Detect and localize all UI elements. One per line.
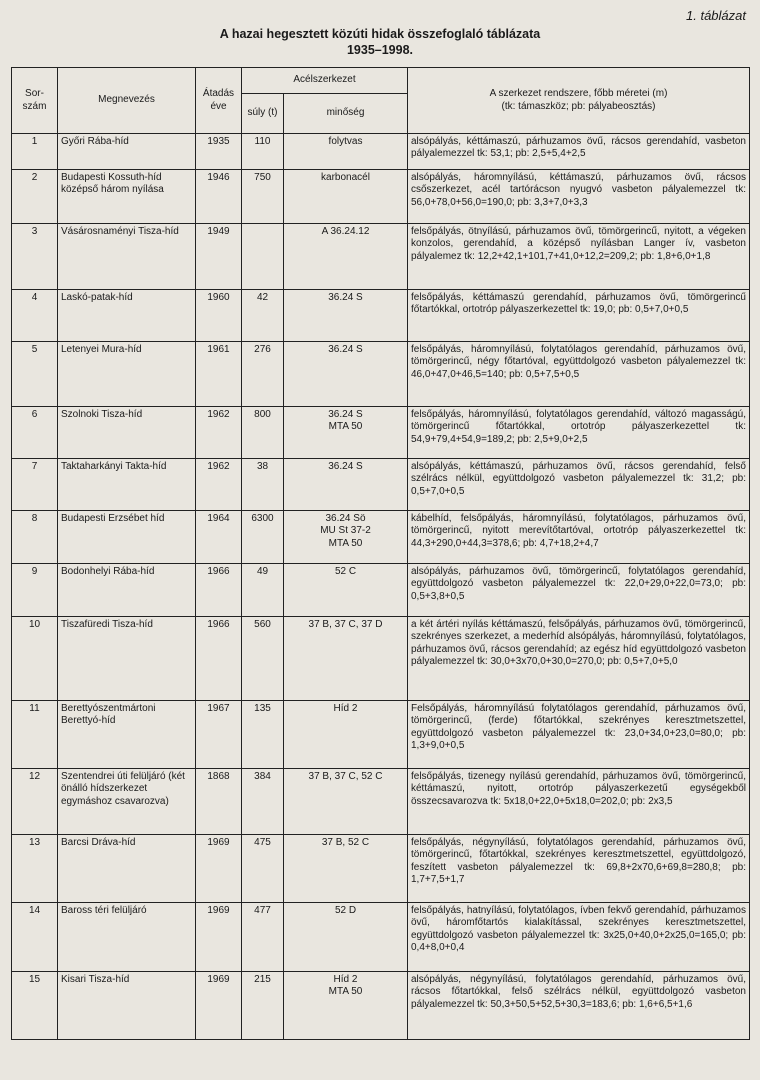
row-year: 1962 bbox=[196, 459, 242, 511]
row-year: 1967 bbox=[196, 701, 242, 769]
row-year: 1946 bbox=[196, 170, 242, 224]
row-name: Letenyei Mura-híd bbox=[58, 342, 196, 407]
row-year: 1960 bbox=[196, 290, 242, 342]
header-steel-structure: Acélszerkezet bbox=[242, 68, 408, 94]
row-year: 1868 bbox=[196, 769, 242, 835]
table-row bbox=[12, 511, 750, 564]
table-body bbox=[12, 134, 750, 1040]
row-weight: 384 bbox=[242, 769, 284, 835]
header-description-line-1: A szerkezet rendszere, főbb méretei (m) bbox=[489, 88, 668, 100]
row-description: felsőpályás, hatnyílású, folytatólagos, ívben fekvő gerendahíd, párhuzamos övű, háromfőtartós kialakítással, szekrényes keresztmetszettel, együttdolgozó vasbeton pályalemezzel tk: 3x25,0+40,0+2x25,0=165,0; pb: 0,4+8,0+0,4 bbox=[408, 903, 750, 972]
table-row bbox=[12, 342, 750, 407]
row-year: 1961 bbox=[196, 342, 242, 407]
row-serial: 12 bbox=[12, 769, 58, 835]
table-row bbox=[12, 407, 750, 459]
table-row bbox=[12, 769, 750, 835]
row-serial: 3 bbox=[12, 224, 58, 290]
row-serial: 7 bbox=[12, 459, 58, 511]
row-description: Felsőpályás, háromnyílású folytatólagos gerendahíd, párhuzamos övű, tömörgerincű, (ferde) főtartókkal, szekrényes keresztmetszettel, együttdolgozó vasbeton pályalemezzel tk: 23,0+34,0+23,0=80,0; pb: 1,3+9,0+0,5 bbox=[408, 701, 750, 769]
row-year: 1949 bbox=[196, 224, 242, 290]
header-weight: súly (t) bbox=[242, 94, 284, 134]
row-name: Vásárosnaményi Tisza-híd bbox=[58, 224, 196, 290]
row-serial: 11 bbox=[12, 701, 58, 769]
table-row bbox=[12, 134, 750, 170]
row-weight: 475 bbox=[242, 835, 284, 903]
table-row bbox=[12, 564, 750, 617]
row-serial: 6 bbox=[12, 407, 58, 459]
row-grade-line: MTA 50 bbox=[328, 537, 363, 549]
row-name: Győri Rába-híd bbox=[58, 134, 196, 170]
row-grade-line: 36.24 S bbox=[328, 409, 363, 420]
row-grade bbox=[284, 972, 408, 1040]
row-description: felsőpályás, négynyílású, folytatólagos gerendahíd, párhuzamos övű, tömörgerincű, főtartókkal, szekrényes keresztmetszettel, együttdolgozó, feszített vasbeton pályalemezzel tk: 69,8+2x70,6+69,8=280,8; pb: 1,7+7,5+1,7 bbox=[408, 835, 750, 903]
row-name: Budapesti Kossuth-híd középső három nyílása bbox=[58, 170, 196, 224]
row-grade-line: 37 B, 37 C, 52 C bbox=[308, 771, 383, 782]
row-grade-line: 36.24 S bbox=[328, 461, 363, 472]
row-description: kábelhíd, felsőpályás, háromnyílású, folytatólagos, párhuzamos övű, tömörgerincű, nyitott merevítőtartóval, ortotróp pályaszerkezettel tk: 44,3+290,0+44,3=378,6; pb: 4,7+18,2+4,7 bbox=[408, 511, 750, 564]
row-description: alsópályás, kéttámaszú, párhuzamos övű, rácsos gerendahíd, felső szélrács nélkül, együttdolgozó vasbeton pályalemezzel tk: 31,2; pb: 0,5+7,0+0,5 bbox=[408, 459, 750, 511]
row-description: felsőpályás, ötnyílású, párhuzamos övű, tömörgerincű, nyitott, a végeken konzolos, gerendahíd, a középső nyílásban Langer ív, vasbeton pályalemez tk: 12,2+42,1+101,7+41,0+12,2=209,2; pb: 1,8+6,0+1,8 bbox=[408, 224, 750, 290]
row-grade-line: 36.24 S bbox=[328, 292, 363, 303]
row-serial: 15 bbox=[12, 972, 58, 1040]
row-grade bbox=[284, 701, 408, 769]
row-description: felsőpályás, kéttámaszú gerendahíd, párhuzamos övű, tömörgerincű főtartókkal, ortotróp pályaszerkezettel tk: 19,0; pb: 0,5+7,0+0,5 bbox=[408, 290, 750, 342]
row-name: Bodonhelyi Rába-híd bbox=[58, 564, 196, 617]
row-weight: 477 bbox=[242, 903, 284, 972]
row-grade bbox=[284, 835, 408, 903]
row-year: 1966 bbox=[196, 617, 242, 701]
row-name: Taktaharkányi Takta-híd bbox=[58, 459, 196, 511]
row-weight: 800 bbox=[242, 407, 284, 459]
table-row bbox=[12, 459, 750, 511]
row-name: Kisari Tisza-híd bbox=[58, 972, 196, 1040]
header-description-line-2: (tk: támaszköz; pb: pályabeosztás) bbox=[501, 100, 656, 112]
row-grade bbox=[284, 224, 408, 290]
row-name: Barcsi Dráva-híd bbox=[58, 835, 196, 903]
row-weight: 38 bbox=[242, 459, 284, 511]
row-grade-line: 37 B, 52 C bbox=[321, 837, 370, 848]
row-grade-line: MU St 37-2 bbox=[320, 525, 371, 537]
row-weight bbox=[242, 224, 284, 290]
row-name: Laskó-patak-híd bbox=[58, 290, 196, 342]
row-serial: 1 bbox=[12, 134, 58, 170]
row-grade bbox=[284, 407, 408, 459]
row-weight: 6300 bbox=[242, 511, 284, 564]
row-weight: 750 bbox=[242, 170, 284, 224]
row-grade-line: MTA 50 bbox=[328, 986, 363, 998]
row-grade bbox=[284, 459, 408, 511]
row-serial: 5 bbox=[12, 342, 58, 407]
row-grade-line: Híd 2 bbox=[333, 703, 358, 714]
row-grade bbox=[284, 617, 408, 701]
row-grade bbox=[284, 903, 408, 972]
row-grade-line: 52 C bbox=[334, 566, 357, 577]
document-title bbox=[0, 26, 760, 58]
row-name: Budapesti Erzsébet híd bbox=[58, 511, 196, 564]
row-year: 1966 bbox=[196, 564, 242, 617]
row-name: Baross téri felüljáró bbox=[58, 903, 196, 972]
row-grade bbox=[284, 564, 408, 617]
row-year: 1969 bbox=[196, 972, 242, 1040]
header-name: Megnevezés bbox=[58, 68, 196, 134]
row-serial: 13 bbox=[12, 835, 58, 903]
title-line-1: A hazai hegesztett közúti hidak összefoglaló táblázata bbox=[219, 27, 541, 41]
table-row bbox=[12, 972, 750, 1040]
row-grade-line: 36.24 S bbox=[328, 344, 363, 355]
row-grade bbox=[284, 511, 408, 564]
row-grade bbox=[284, 134, 408, 170]
row-serial: 2 bbox=[12, 170, 58, 224]
row-grade-line: folytvas bbox=[328, 136, 363, 147]
row-grade-line: 37 B, 37 C, 37 D bbox=[308, 619, 383, 630]
table-row bbox=[12, 224, 750, 290]
table-row bbox=[12, 903, 750, 972]
row-grade-line: MTA 50 bbox=[328, 421, 363, 433]
header-description bbox=[408, 68, 750, 134]
row-grade bbox=[284, 769, 408, 835]
header-grade: minőség bbox=[284, 94, 408, 134]
row-grade-line: 52 D bbox=[334, 905, 357, 916]
row-name: Szentendrei úti felüljáró (két önálló hídszerkezet egymáshoz csavarozva) bbox=[58, 769, 196, 835]
header-year: Átadás éve bbox=[196, 68, 242, 134]
row-description: alsópályás, párhuzamos övű, tömörgerincű, folytatólagos gerendahíd, együttdolgozó vasbeton pályalemezzel tk: 22,0+29,0+22,0=73,0; pb: 0,5+3,8+0,5 bbox=[408, 564, 750, 617]
table-row bbox=[12, 701, 750, 769]
row-serial: 8 bbox=[12, 511, 58, 564]
row-name: Berettyószentmártoni Berettyó-híd bbox=[58, 701, 196, 769]
row-grade-line: 36.24 Sö bbox=[325, 513, 366, 524]
row-description: alsópályás, háromnyílású, kéttámaszú, párhuzamos övű, rácsos csőszerkezet, acél tartórácson nyugvó vasbeton pályalemezzel tk: 56,0+78,0+56,0=190,0; pb: 3,3+7,0+3,3 bbox=[408, 170, 750, 224]
row-description: alsópályás, kéttámaszú, párhuzamos övű, rácsos gerendahíd, vasbeton pályalemezzel tk: 53,1; pb: 2,5+5,4+2,5 bbox=[408, 134, 750, 170]
table-number-label: 1. táblázat bbox=[686, 8, 746, 23]
row-grade bbox=[284, 170, 408, 224]
table-row bbox=[12, 617, 750, 701]
row-year: 1964 bbox=[196, 511, 242, 564]
row-grade bbox=[284, 342, 408, 407]
row-description: a két ártéri nyílás kéttámaszú, felsőpályás, párhuzamos övű, tömörgerincű, szekrényes szerkezet, a mederhíd alsópályás, háromnyílású, folytatólagos, párhuzamos övű, rácsos gerendahíd; az egész híd együttdolgozó vasbeton pályalemezzel tk: 30,0+3x70,0+30,0=270,0; pb: 0,5+7,0+5,0 bbox=[408, 617, 750, 701]
row-weight: 135 bbox=[242, 701, 284, 769]
row-weight: 49 bbox=[242, 564, 284, 617]
table-row bbox=[12, 835, 750, 903]
row-name: Szolnoki Tisza-híd bbox=[58, 407, 196, 459]
row-grade-line: Híd 2 bbox=[333, 974, 358, 985]
header-serial: Sor-szám bbox=[12, 68, 58, 134]
row-serial: 9 bbox=[12, 564, 58, 617]
row-description: felsőpályás, háromnyílású, folytatólagos gerendahíd, párhuzamos övű, tömörgerincű, négy főtartóval, együttdolgozó vasbeton pályalemezzel tk: 46,0+47,0+46,5=140; pb: 0,5+7,5+0,5 bbox=[408, 342, 750, 407]
row-weight: 42 bbox=[242, 290, 284, 342]
row-weight: 215 bbox=[242, 972, 284, 1040]
row-serial: 10 bbox=[12, 617, 58, 701]
row-weight: 110 bbox=[242, 134, 284, 170]
row-serial: 4 bbox=[12, 290, 58, 342]
row-year: 1969 bbox=[196, 903, 242, 972]
row-description: felsőpályás, háromnyílású, folytatólagos gerendahíd, változó magasságú, tömörgerincű főtartókkal, ortotróp pályaszerkezettel tk: 54,9+79,4+54,9=189,2; pb: 2,5+9,0+2,5 bbox=[408, 407, 750, 459]
row-serial: 14 bbox=[12, 903, 58, 972]
row-year: 1962 bbox=[196, 407, 242, 459]
bridges-table bbox=[11, 67, 750, 1040]
row-weight: 560 bbox=[242, 617, 284, 701]
row-description: alsópályás, négynyílású, folytatólagos gerendahíd, párhuzamos övű, rácsos főtartókkal, felső szélrács nélkül, együttdolgozó vasbeton pályalemezzel tk: 50,3+50,5+52,5+30,3=183,6; pb: 1,6+6,5+1,6 bbox=[408, 972, 750, 1040]
row-year: 1935 bbox=[196, 134, 242, 170]
row-year: 1969 bbox=[196, 835, 242, 903]
row-grade-line: karbonacél bbox=[321, 172, 370, 183]
row-weight: 276 bbox=[242, 342, 284, 407]
title-line-2: 1935–1998. bbox=[346, 43, 414, 57]
row-name: Tiszafüredi Tisza-híd bbox=[58, 617, 196, 701]
row-grade bbox=[284, 290, 408, 342]
row-grade-line: A 36.24.12 bbox=[321, 226, 370, 237]
table-row bbox=[12, 170, 750, 224]
row-description: felsőpályás, tizenegy nyílású gerendahíd, párhuzamos övű, tömörgerincű, kéttámaszú, nyitott, ortotróp pályaszerkezetű egységekből összecsavarozva tk: 5x18,0+22,0+5x18,0=202,0; pb: 2x3,5 bbox=[408, 769, 750, 835]
table-row bbox=[12, 290, 750, 342]
